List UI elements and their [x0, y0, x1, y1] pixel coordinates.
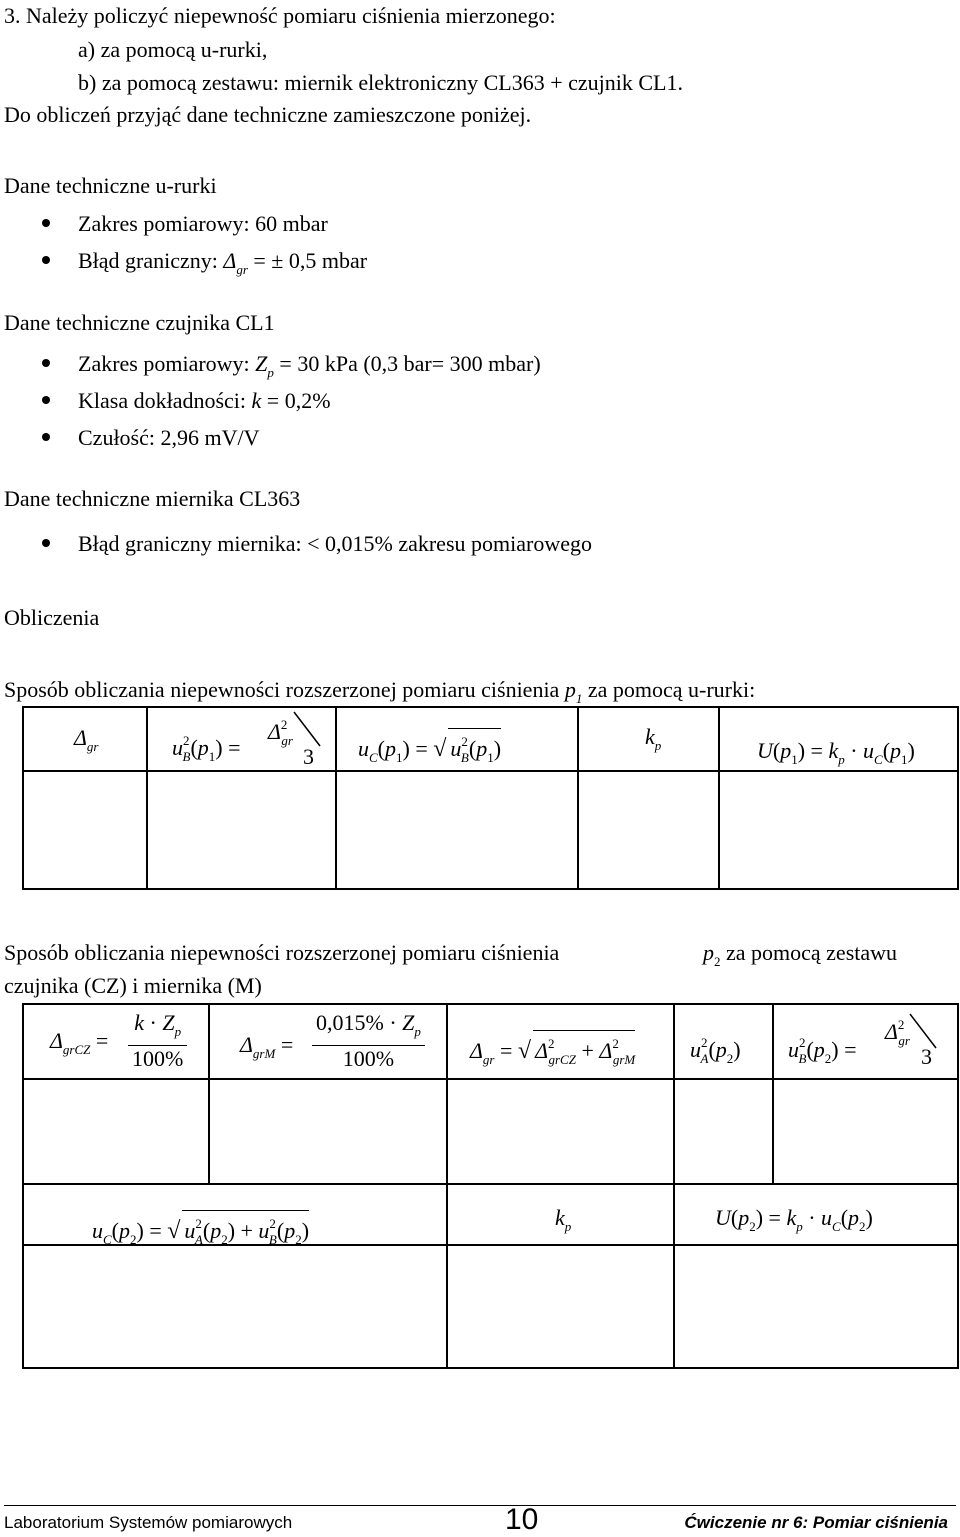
task-line-1: 3. Należy policzyć niepewność pomiaru ciśnienia mierzonego: — [4, 3, 556, 28]
formula-kp-2: $k_p$ — [555, 1205, 572, 1234]
footer-left: Laboratorium Systemów pomiarowych — [4, 1513, 293, 1532]
ururka-range: Zakres pomiarowy: 60 mbar — [78, 211, 328, 236]
table-p1-col-divider — [146, 706, 148, 890]
footer-right: Ćwiczenie nr 6: Pomiar ciśnienia — [684, 1513, 948, 1532]
formula-k-Zp-frac: $\frac{k \cdot Z_p}{100\%}$ — [128, 1010, 187, 1072]
formula-uc-p1: $u_C(p_1)$ = √ $u^2_B(p_1)$ — [358, 728, 501, 771]
obliczenia-heading: Obliczenia — [4, 605, 100, 630]
bullet — [42, 433, 50, 441]
formula-3: 3 — [303, 744, 314, 769]
footer-page-number: 10 — [505, 1503, 539, 1536]
task-item-a: a) za pomocą u-rurki, — [78, 37, 268, 62]
ururka-error: Błąd graniczny: $\Delta_{gr}$ = ± 0,5 mbar — [78, 248, 368, 277]
formula-kp: $k_p$ — [645, 724, 662, 753]
bullet — [42, 256, 50, 264]
p2-description-line1: Sposób obliczania niepewności rozszerzonej pomiaru ciśnienia — [4, 940, 560, 965]
table-p2-col-divider — [446, 1003, 448, 1183]
formula-ub-p1: $u^2_B(p_1)$ = — [172, 733, 241, 764]
table-p2-col-divider — [772, 1003, 774, 1183]
table-p2-divider — [22, 1183, 959, 1185]
p2-description-line2: czujnika (CZ) i miernika (M) — [4, 973, 262, 998]
table-p2-divider — [22, 1078, 959, 1080]
p1-description: Sposób obliczania niepewności rozszerzonej pomiaru ciśnienia $p_1$ za pomocą u-rurki: — [4, 677, 756, 706]
formula-U-p1: $U(p_1) = k_p \cdot u_C(p_1)$ — [757, 738, 915, 767]
p2-description-line1-post: $p_2$ za pomocą zestawu — [703, 940, 898, 969]
table-p2-col-divider — [446, 1183, 448, 1369]
ururka-heading: Dane techniczne u-rurki — [4, 173, 217, 198]
formula-uA-p2: $u^2_A(p_2)$ — [690, 1035, 741, 1066]
miernik-error: Błąd graniczny miernika: < 0,015% zakresu pomiarowego — [78, 531, 592, 556]
bullet — [42, 539, 50, 547]
task-item-b: b) za pomocą zestawu: miernik elektroniczny CL363 + czujnik CL1. — [78, 70, 683, 95]
formula-delta-grCZ: $\Delta_{grCZ}$ = — [50, 1028, 109, 1057]
czujnik-range: Zakres pomiarowy: $Z_p = 30$ kPa (0,3 bar= 300 mbar) — [78, 351, 541, 380]
table-p1-col-divider — [718, 706, 720, 890]
table-p2-col-divider — [208, 1003, 210, 1183]
miernik-heading: Dane techniczne miernika CL363 — [4, 486, 301, 511]
formula-0015-frac: $\frac{0,015\% \cdot Z_p}{100\%}$ — [312, 1010, 425, 1072]
formula-delta-grM: $\Delta_{grM}$ = — [240, 1032, 294, 1061]
formula-delta-over-sqrt3-2: $\Delta^2_{gr}$ — [885, 1017, 910, 1048]
bullet — [42, 359, 50, 367]
table-p2-col-divider — [673, 1183, 675, 1369]
footer-rule — [4, 1505, 956, 1506]
task-line-2: Do obliczeń przyjąć dane techniczne zamieszczone poniżej. — [4, 102, 532, 127]
formula-uC-p2: $u_C(p_2)$ = √ $u^2_A(p_2) + u^2_B(p_2)$ — [92, 1210, 309, 1253]
czujnik-heading: Dane techniczne czujnika CL1 — [4, 310, 275, 335]
table-p1-col-divider — [577, 706, 579, 890]
czujnik-class: Klasa dokładności: k = 0,2% — [78, 388, 331, 413]
bullet — [42, 219, 50, 227]
formula-3: 3 — [921, 1044, 932, 1069]
formula-U-p2: $U(p_2) = k_p \cdot u_C(p_2)$ — [715, 1205, 873, 1234]
formula-uB-p2: $u^2_B(p_2)$ = — [788, 1035, 857, 1066]
formula-delta-over-sqrt3: $\Delta^2_{gr}$ — [268, 717, 293, 748]
formula-delta-gr-total: $\Delta_{gr}$ = √ $\Delta^2_{grCZ} + \Delta^2_{grM}$ — [470, 1030, 635, 1073]
czujnik-sensitivity: Czułość: 2,96 mV/V — [78, 425, 260, 450]
bullet — [42, 396, 50, 404]
formula-delta-gr: $\Delta_{gr}$ — [74, 725, 99, 754]
table-p2-col-divider — [673, 1003, 675, 1183]
table-p1-col-divider — [335, 706, 337, 890]
